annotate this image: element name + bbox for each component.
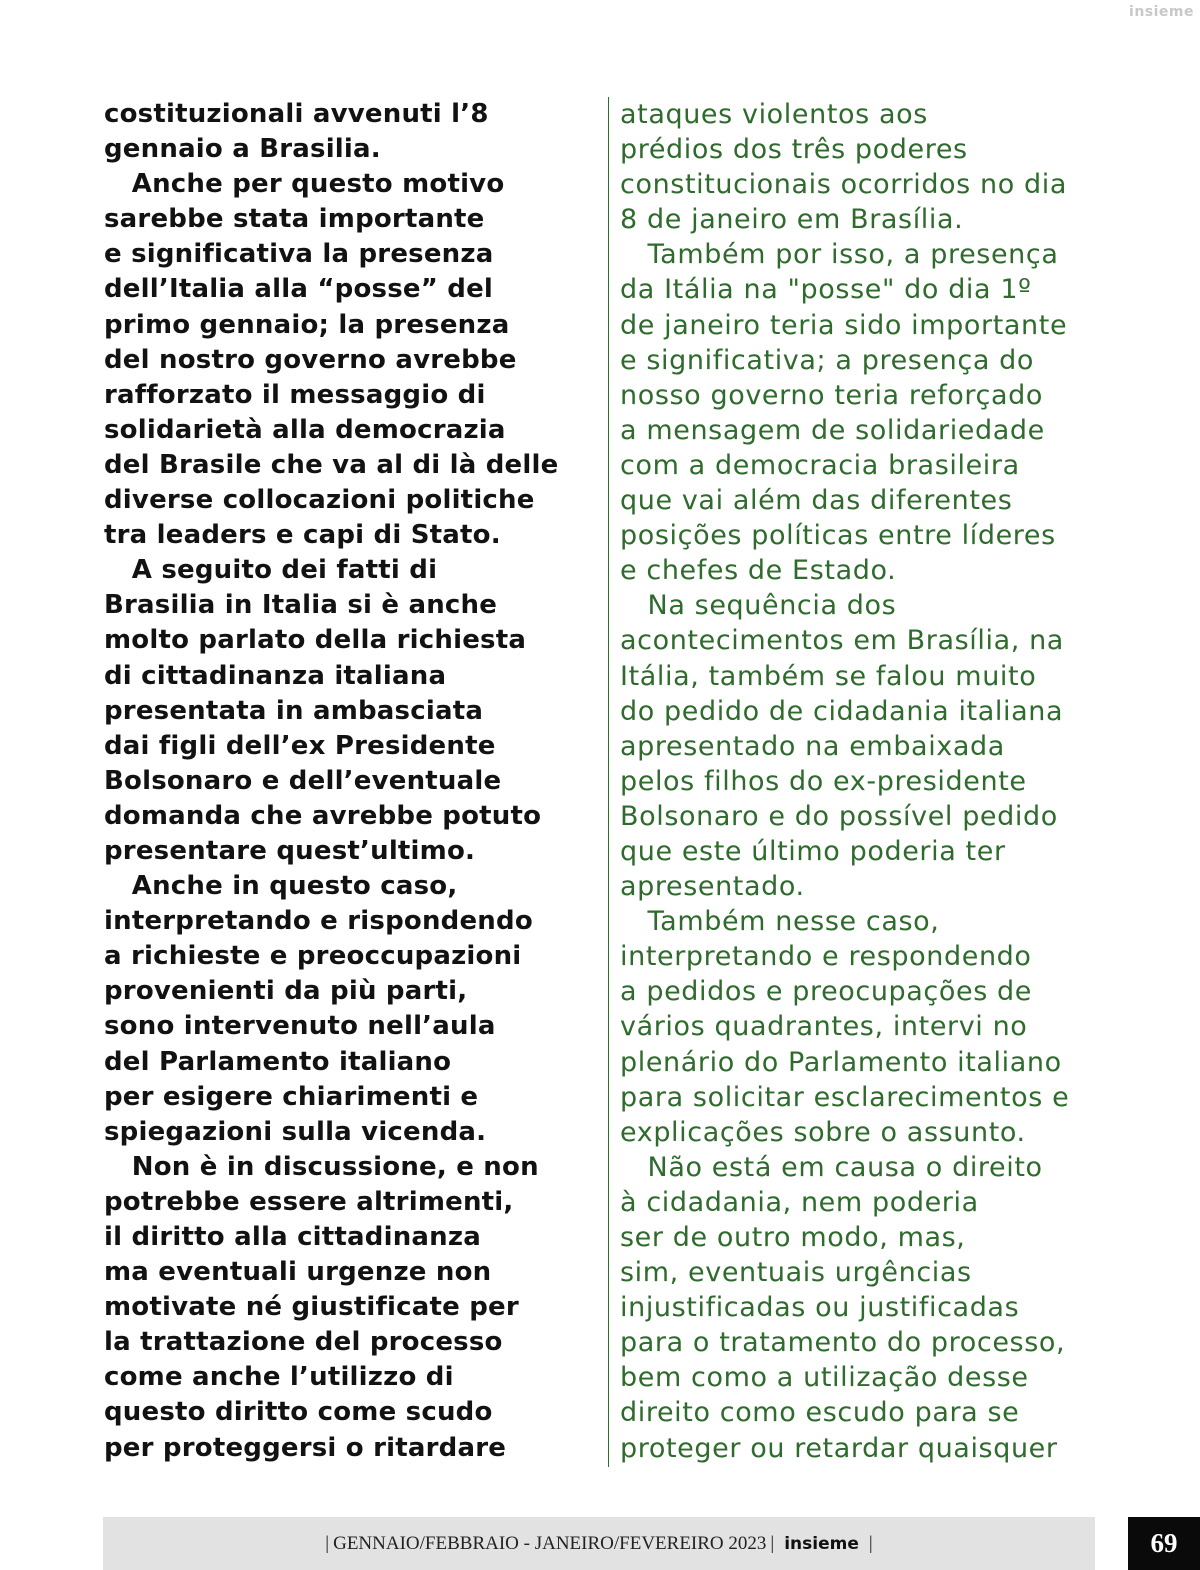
portuguese-text-line: ataques violentos aos [620,99,928,130]
italian-text-line: molto parlato della richiesta [104,625,527,656]
italian-text-line: solidarietà alla democrazia [104,414,506,445]
portuguese-text-line: Na sequência dos [620,590,897,622]
portuguese-text-line: Não está em causa o direito [620,1151,1043,1183]
portuguese-text-line: interpretando e respondendo [620,941,1032,973]
italian-text-line: diverse collocazioni politiche [104,485,535,516]
portuguese-text-line: para o tratamento do processo, [620,1327,1066,1359]
italian-text-line: sono intervenuto nell’aula [104,1011,496,1042]
italian-text-line: del Brasile che va al di là delle [104,449,559,480]
portuguese-text-line: plenário do Parlamento italiano [620,1046,1062,1078]
italian-text-line: gennaio a Brasilia. [104,134,381,165]
portuguese-text-line: Também por isso, a presença [620,239,1059,271]
italian-text-line: il diritto alla cittadinanza [104,1222,481,1252]
footer-brand-logo: insieme [784,1533,859,1554]
portuguese-text-line: posições políticas entre líderes [620,520,1056,552]
portuguese-text-line: pelos filhos do ex-presidente [620,765,1027,797]
italian-text-line: del Parlamento italiano [104,1046,452,1077]
italian-text-line: ma eventuali urgenze non [104,1257,492,1288]
footer-separator-mid: | [770,1532,775,1554]
italian-text-line: tra leaders e capi di Stato. [104,520,501,551]
portuguese-text-line: ser de outro modo, mas, [620,1222,966,1253]
portuguese-text-line: injustificadas ou justificadas [620,1292,1020,1324]
italian-text-line: Bolsonaro e dell’eventuale [104,765,502,796]
italian-text-line: domanda che avrebbe potuto [104,800,542,831]
portuguese-text-line: a pedidos e preocupações de [620,976,1033,1008]
italian-text-line: provenienti da più parti, [104,976,468,1007]
portuguese-text-line: com a democracia brasileira [620,449,1020,481]
italian-text-line: per esigere chiarimenti e [104,1081,479,1112]
italian-text-line: presentare quest’ultimo. [104,835,476,866]
portuguese-text-line: prédios dos três poderes [620,134,968,166]
italian-text-line: costituzionali avvenuti l’8 [104,99,489,129]
portuguese-text-line: constitucionais ocorridos no dia [620,169,1068,201]
portuguese-text-line: e chefes de Estado. [620,555,897,587]
portuguese-text-line: Itália, também se falou muito [620,660,1037,692]
portuguese-text-line: a mensagem de solidariedade [620,414,1045,446]
column-divider [608,97,609,1467]
italian-text-line: Anche in questo caso, [104,871,458,902]
footer-separator-right: | [868,1532,873,1554]
italian-column [104,97,574,1466]
portuguese-text-line: à cidadania, nem poderia [620,1186,979,1218]
italian-text-line: Brasilia in Italia si è anche [104,590,498,621]
portuguese-column [620,97,1100,1466]
footer-band [103,1517,1095,1570]
italian-text-line: del nostro governo avrebbe [104,344,517,375]
italian-text-line: a richieste e preoccupazioni [104,941,522,972]
portuguese-text-line: Bolsonaro e do possível pedido [620,800,1058,832]
italian-text-line: la trattazione del processo [104,1327,503,1358]
portuguese-text-line: vários quadrantes, intervi no [620,1011,1028,1043]
portuguese-text-line: de janeiro teria sido importante [620,309,1068,341]
italian-text-line: primo gennaio; la presenza [104,309,510,340]
italian-text-line: motivate né giustificate per [104,1292,519,1323]
portuguese-text-line: sim, eventuais urgências [620,1257,972,1289]
portuguese-text-line: que este último poderia ter [620,835,1006,867]
italian-text-line: Non è in discussione, e non [104,1151,539,1182]
italian-text-line: A seguito dei fatti di [104,555,438,586]
italian-text-line: Anche per questo motivo [104,169,505,200]
portuguese-text-line: bem como a utilização desse [620,1362,1029,1394]
italian-text-line: sarebbe stata importante [104,204,485,235]
italian-text-line: interpretando e rispondendo [104,906,533,937]
portuguese-text-line: da Itália na "posse" do dia 1º [620,274,1032,306]
footer-separator-left: | [325,1532,330,1554]
italian-text-line: per proteggersi o ritardare [104,1432,507,1463]
portuguese-text-line: apresentado. [620,871,805,903]
page-number: 69 [1128,1517,1200,1570]
italian-text-line: e significativa la presenza [104,239,494,270]
italian-text-line: dai figli dell’ex Presidente [104,730,496,761]
portuguese-text-line: 8 de janeiro em Brasília. [620,204,964,236]
italian-text-line: dell’Italia alla “posse” del [104,274,494,305]
header-brand-logo: insieme [1129,4,1194,20]
portuguese-text-line: Também nesse caso, [620,906,940,938]
portuguese-text-line: que vai além das diferentes [620,485,1013,517]
portuguese-text-line: nosso governo teria reforçado [620,379,1043,411]
portuguese-text-line: proteger ou retardar quaisquer [620,1432,1058,1464]
portuguese-text-line: direito como escudo para se [620,1397,1020,1429]
italian-text-line: rafforzato il messaggio di [104,379,486,410]
italian-text-line: presentata in ambasciata [104,695,484,726]
italian-text-line: come anche l’utilizzo di [104,1362,454,1393]
portuguese-text-line: apresentado na embaixada [620,730,1005,762]
portuguese-text-line: para solicitar esclarecimentos e [620,1081,1070,1113]
italian-text-line: questo diritto come scudo [104,1397,493,1428]
portuguese-text-line: explicações sobre o assunto. [620,1116,1026,1148]
italian-text-line: spiegazioni sulla vicenda. [104,1116,487,1147]
italian-text-line: potrebbe essere altrimenti, [104,1186,514,1217]
portuguese-text-line: e significativa; a presença do [620,344,1035,376]
footer-issue: GENNAIO/FEBBRAIO - JANEIRO/FEVEREIRO 2023 [333,1532,767,1554]
portuguese-text-line: do pedido de cidadania italiana [620,695,1064,727]
italian-text-line: di cittadinanza italiana [104,660,447,691]
portuguese-text-line: acontecimentos em Brasília, na [620,625,1064,657]
